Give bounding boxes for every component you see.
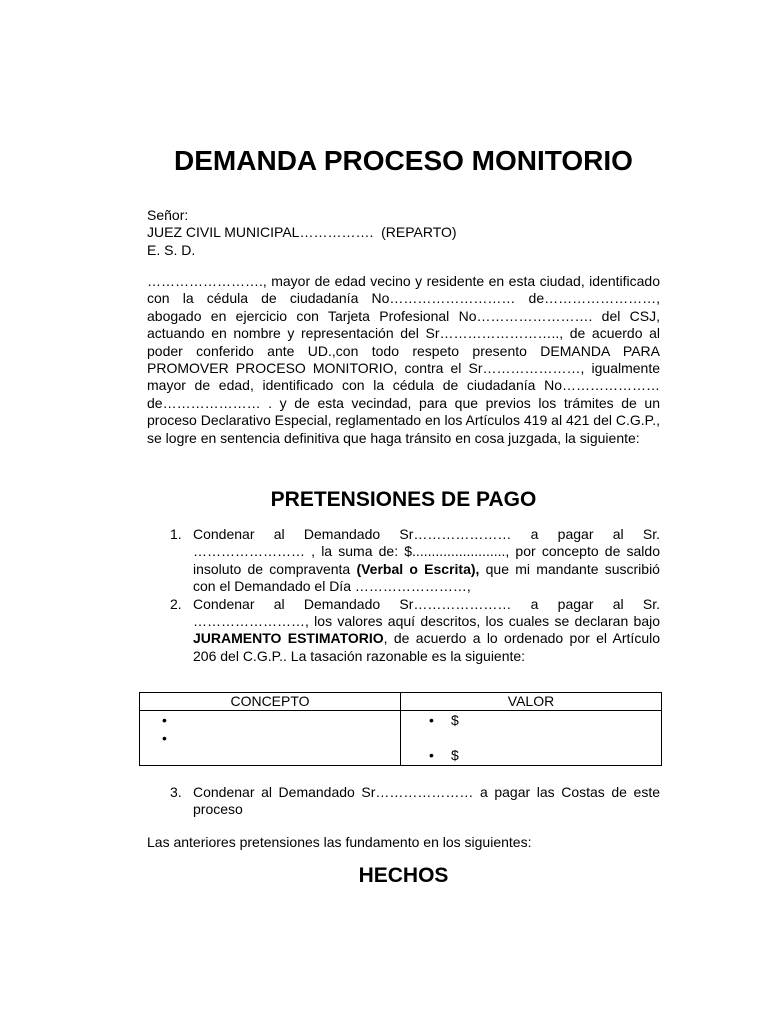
intro-paragraph: ……………………., mayor de edad vecino y residente en esta ciudad, identificado con la cédula de ciudadanía No……………………… de……………………, abogado en ejercicio con Tarjeta Profesional No……………………. del CSJ, actuando en nombre y representación del Sr…………………….., de acuerdo al poder conferido ante UD.,con todo respeto presento DEMANDA PARA PROMOVER PROCESO MONITORIO, contra el Sr…………………, igualmente mayor de edad, identificado con la cédula de ciudadanía No………………… de………………… . y de esta vecindad, para que previos los trámites de un proceso Declarativo Especial, reglamentado en los Artículos 419 al 421 del C.G.P., se logre en sentencia definitiva que haga tránsito en cosa juzgada, la siguiente: [147,273,660,446]
claim-text [193,526,660,594]
claim-item [147,526,660,596]
concepto-bullet-row [162,712,184,729]
table-header-concepto: CONCEPTO [140,693,401,711]
claim-text-bold: (Verbal o Escrita), [356,560,480,577]
bullet-icon: • [162,730,167,746]
claim-text-part: Condenar al Demandado Sr………………… a pagar al Sr. …………………… , la suma de: $........................, por concepto de saldo insoluto de compraventa [193,526,660,577]
claim-text [193,596,660,664]
valor-bullet-row [429,712,459,729]
claim-number: 1. [170,526,182,542]
valor-cell [401,711,662,766]
document-title: DEMANDA PROCESO MONITORIO [174,145,633,176]
addressee-block [147,207,660,259]
addressee-salutation: Señor: [147,207,189,223]
table-header-row [140,693,662,711]
table-row [140,711,662,766]
valuation-table [139,692,662,766]
table-header-valor: VALOR [401,693,662,711]
concepto-bullet-row [162,730,184,747]
bullet-icon: • [429,712,434,728]
bullet-icon: • [429,747,434,763]
claim-text: Condenar al Demandado Sr………………… a pagar las Costas de este proceso [193,784,660,818]
claim-item [147,784,660,819]
currency-symbol: $ [451,712,459,728]
claim-number: 3. [170,784,182,800]
claims-list-b [147,784,660,819]
valor-bullet-row [429,747,459,764]
currency-symbol: $ [451,747,459,763]
claims-list-a [147,526,660,665]
pretensiones-heading: PRETENSIONES DE PAGO [270,488,537,511]
addressee-esd: E. S. D. [147,241,196,258]
claim-text-bold: JURAMENTO ESTIMATORIO [193,630,384,647]
addressee-court: JUEZ CIVIL MUNICIPAL……………. (REPARTO) [147,224,457,241]
hechos-heading: HECHOS [358,864,449,887]
closing-sentence: Las anteriores pretensiones las fundamento en los siguientes: [147,834,532,850]
claim-text-part: , de acuerdo a lo ordenado por el Artículo 206 del C.G.P.. La tasación razonable es la siguiente: [193,630,660,664]
claim-item [147,596,660,666]
concepto-cell [140,711,401,766]
bullet-icon: • [162,712,167,728]
claim-text-part: que mi mandante suscribió con el Demandado el Día ……………………, [193,560,660,595]
claim-number: 2. [170,595,182,612]
claim-text-part: Condenar al Demandado Sr………………… a pagar al Sr. ……………………, los valores aquí descritos, los cuales se declaran bajo [193,595,660,630]
